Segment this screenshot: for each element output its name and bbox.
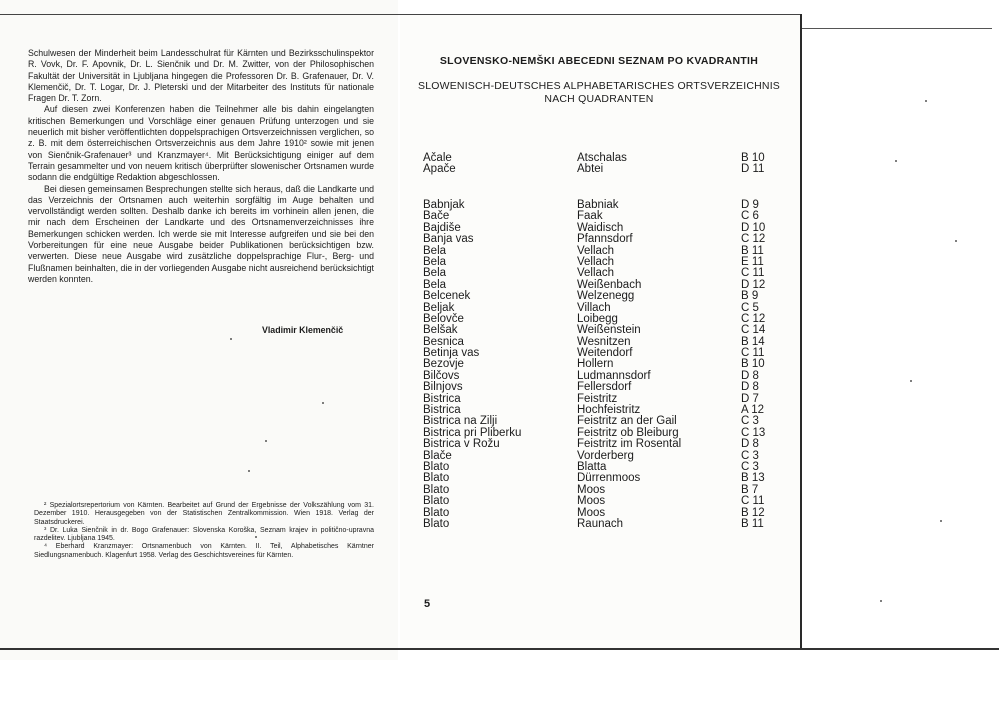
place-list-a xyxy=(423,153,783,176)
quadrant: C 11 xyxy=(741,347,765,360)
quadrant: B 10 xyxy=(741,358,765,371)
german-name: Feistritz an der Gail xyxy=(577,415,677,428)
list-row xyxy=(423,234,783,245)
title-german-line: SLOWENISCH-DEUTSCHES ALPHABETARISCHES ORTSVERZEICHNIS xyxy=(417,80,781,92)
german-name: Weitendorf xyxy=(577,347,633,360)
bottom-edge-line xyxy=(0,648,999,650)
slovene-name: Bistrica na Zilji xyxy=(423,415,498,428)
margin-line xyxy=(802,28,992,29)
quadrant: B 11 xyxy=(741,244,764,257)
intro-text xyxy=(28,48,374,285)
slovene-name: Belcenek xyxy=(423,290,471,303)
quadrant: B 10 xyxy=(741,152,765,164)
slovene-name: Blato xyxy=(423,472,450,485)
page-number: 5 xyxy=(424,598,431,610)
german-name: Fellersdorf xyxy=(577,381,632,394)
german-name: Weißenbach xyxy=(577,278,642,291)
slovene-name: Blato xyxy=(423,517,450,530)
slovene-name: Bače xyxy=(423,210,450,223)
title-german-line: NACH QUADRANTEN xyxy=(544,93,654,105)
slovene-name: Blato xyxy=(423,460,450,473)
german-name: Moos xyxy=(577,483,606,496)
german-name: Vellach xyxy=(577,255,615,268)
ink-speck xyxy=(265,440,267,442)
german-name: Vorderberg xyxy=(577,449,634,462)
list-row xyxy=(423,325,783,336)
slovene-name: Bela xyxy=(423,267,447,280)
ink-speck xyxy=(230,338,232,340)
german-name: Welzenegg xyxy=(577,290,635,303)
quadrant: D 12 xyxy=(741,278,766,291)
quadrant: E 11 xyxy=(741,255,764,268)
place-list-b xyxy=(423,200,783,530)
german-name: Ludmannsdorf xyxy=(577,369,651,382)
intro-paragraph: Schulwesen der Minderheit beim Landesschulrat für Kärnten und Bezirksschulinspektor R. Vovk, Dr. F. Apovnik, Dr. L. Sienčnik und Dr. M. Zwitter, von der Philosophischen Fakultät der Universität in Ljubljana hingegen die Professoren Dr. B. Grafenauer, Dr. V. Klemenčič, Dr. T. Logar, Dr. J. Pleterski und der Mitarbeiter des Instituts für nationale Fragen Dr. T. Zorn. xyxy=(28,48,374,104)
list-row xyxy=(423,382,783,393)
german-name: Vellach xyxy=(577,244,615,257)
slovene-name: Bistrica v Rožu xyxy=(423,438,500,451)
german-name: Pfannsdorf xyxy=(577,233,633,246)
slovene-name: Bezovje xyxy=(423,358,464,371)
ink-speck xyxy=(910,380,912,382)
german-name: Feistritz xyxy=(577,392,618,405)
quadrant: D 8 xyxy=(741,381,759,394)
slovene-name: Besnica xyxy=(423,335,464,348)
slovene-name: Apače xyxy=(423,163,456,176)
slovene-name: Bela xyxy=(423,278,447,291)
german-name: Atschalas xyxy=(577,152,627,164)
quadrant: C 5 xyxy=(741,301,759,314)
footnote: ³ Dr. Luka Sienčnik in dr. Bogo Grafenauer: Slovenska Koroška, Seznam krajev in politično-upravna razdelitev. Ljubljana 1945. xyxy=(34,526,374,543)
quadrant: C 3 xyxy=(741,449,759,462)
list-row xyxy=(423,519,783,530)
ink-speck xyxy=(880,600,882,602)
list-row xyxy=(423,164,783,175)
title-slovene: SLOVENSKO-NEMŠKI ABECEDNI SEZNAM PO KVADRANTIH xyxy=(439,55,759,67)
slovene-name: Ačale xyxy=(423,152,452,164)
author-signature: Vladimir Klemenčič xyxy=(262,325,344,335)
german-name: Moos xyxy=(577,506,606,519)
title-german xyxy=(400,80,798,106)
german-name: Loibegg xyxy=(577,312,618,325)
quadrant: D 10 xyxy=(741,221,766,234)
slovene-name: Blače xyxy=(423,449,452,462)
slovene-name: Banja vas xyxy=(423,233,474,246)
german-name: Babniak xyxy=(577,199,619,211)
slovene-name: Bilnjovs xyxy=(423,381,463,394)
ink-speck xyxy=(955,240,957,242)
ink-speck xyxy=(925,100,927,102)
quadrant: C 12 xyxy=(741,233,766,246)
ink-speck xyxy=(322,402,324,404)
ink-speck xyxy=(940,520,942,522)
slovene-name: Bela xyxy=(423,244,447,257)
list-row xyxy=(423,496,783,507)
german-name: Abtei xyxy=(577,163,604,176)
quadrant: C 11 xyxy=(741,267,765,280)
intro-paragraph: Auf diesen zwei Konferenzen haben die Teilnehmer alle bis dahin eingelangten kritischen Bemerkungen und Vorschläge einer genauen Prüfung unterzogen und sie neuerlich mit bisher veröffentlichten doppelsprachigen Ortsverzeichnissen verglichen, so z. B. mit dem österreichischen Ortsverzeichnis aus dem Jahre 1910² sowie mit jenen von Sienčnik-Grafenauer³ und Kranzmayer⁴. Mit Berücksichtigung einiger auf dem Terrain gesammelter und von neuem kritisch überprüfter slowenischer Ortsnamen wurde sodann die endgültige Redaktion abgeschlossen. xyxy=(28,104,374,183)
german-name: Blatta xyxy=(577,460,607,473)
slovene-name: Beljak xyxy=(423,301,455,314)
german-name: Dürrenmoos xyxy=(577,472,641,485)
quadrant: C 13 xyxy=(741,426,766,439)
german-name: Waidisch xyxy=(577,221,624,234)
slovene-name: Bistrica xyxy=(423,392,461,405)
german-name: Moos xyxy=(577,495,606,508)
quadrant: C 3 xyxy=(741,415,759,428)
german-name: Vellach xyxy=(577,267,615,280)
german-name: Weißenstein xyxy=(577,324,641,337)
slovene-name: Bilčovs xyxy=(423,369,460,382)
ink-speck xyxy=(248,470,250,472)
footnotes xyxy=(34,502,374,560)
quadrant: D 7 xyxy=(741,392,759,405)
slovene-name: Blato xyxy=(423,483,450,496)
footnote: ⁴ Eberhard Kranzmayer: Ortsnamenbuch von Kärnten. II. Teil, Alphabetisches Kärntner Siedlungsnamenbuch. Klagenfurt 1958. Verlag des Geschichtsvereines für Kärnten. xyxy=(34,543,374,559)
footnote: ² Spezialortsrepertorium von Kärnten. Bearbeitet auf Grund der Ergebnisse der Volkszählung vom 31. Dezember 1910. Herausgegeben von der Statistischen Zentralkommission. Wien 1918. Verlag der Staatsdruckerei. xyxy=(34,502,374,526)
slovene-name: Blato xyxy=(423,506,450,519)
quadrant: C 11 xyxy=(741,495,765,508)
quadrant: D 8 xyxy=(741,438,759,451)
slovene-name: Betinja vas xyxy=(423,347,480,360)
list-row xyxy=(423,291,783,302)
quadrant: B 11 xyxy=(741,517,764,530)
german-name: Villach xyxy=(577,301,611,314)
german-name: Feistritz im Rosental xyxy=(577,438,682,451)
list-row xyxy=(423,200,783,211)
list-row xyxy=(423,153,783,164)
quadrant: C 3 xyxy=(741,460,759,473)
list-row xyxy=(423,439,783,450)
slovene-name: Bajdiše xyxy=(423,221,461,234)
quadrant: B 14 xyxy=(741,335,765,348)
german-name: Faak xyxy=(577,210,603,223)
quadrant: D 11 xyxy=(741,163,765,176)
quadrant: B 12 xyxy=(741,506,765,519)
intro-paragraph: Bei diesen gemeinsamen Besprechungen stellte sich heraus, daß die Landkarte und das Verzeichnis der Ortsnamen auch weiterhin sorgfältig im Auge behalten und vervollständigt werden sollten. Deshalb danke ich bereits im vorhinein allen jenen, die mir nach dem Erscheinen der Landkarte und des Ortsnamenverzeichnisses ihre Bemerkungen schicken werden. Ich werde sie mit Interesse aufgreifen und sie bei den Vorbereitungen für eine neue Ausgabe beider Publikationen berücksichtigen bzw. verwerten. Diese neue Ausgabe wird zusätzliche doppelsprachige Flur-, Berg- und Flußnamen beinhalten, die in der vorliegenden Ausgabe nicht ausreichend berücksichtigt werden konnten. xyxy=(28,183,374,284)
quadrant: A 12 xyxy=(741,404,765,417)
slovene-name: Bistrica xyxy=(423,404,461,417)
quadrant: B 7 xyxy=(741,483,759,496)
german-name: Hollern xyxy=(577,358,614,371)
slovene-name: Belovče xyxy=(423,312,464,325)
slovene-name: Bela xyxy=(423,255,447,268)
top-edge-line xyxy=(0,14,800,15)
quadrant: C 12 xyxy=(741,312,766,325)
quadrant: B 9 xyxy=(741,290,759,303)
german-name: Feistritz ob Bleiburg xyxy=(577,426,679,439)
quadrant: D 9 xyxy=(741,199,759,211)
quadrant: B 13 xyxy=(741,472,765,485)
slovene-name: Blato xyxy=(423,495,450,508)
quadrant: C 14 xyxy=(741,324,766,337)
german-name: Wesnitzen xyxy=(577,335,631,348)
slovene-name: Belšak xyxy=(423,324,458,337)
quadrant: C 6 xyxy=(741,210,759,223)
ink-speck xyxy=(895,160,897,162)
slovene-name: Bistrica pri Pliberku xyxy=(423,426,522,439)
german-name: Raunach xyxy=(577,517,624,530)
slovene-name: Babnjak xyxy=(423,199,465,211)
quadrant: D 8 xyxy=(741,369,759,382)
german-name: Hochfeistritz xyxy=(577,404,641,417)
